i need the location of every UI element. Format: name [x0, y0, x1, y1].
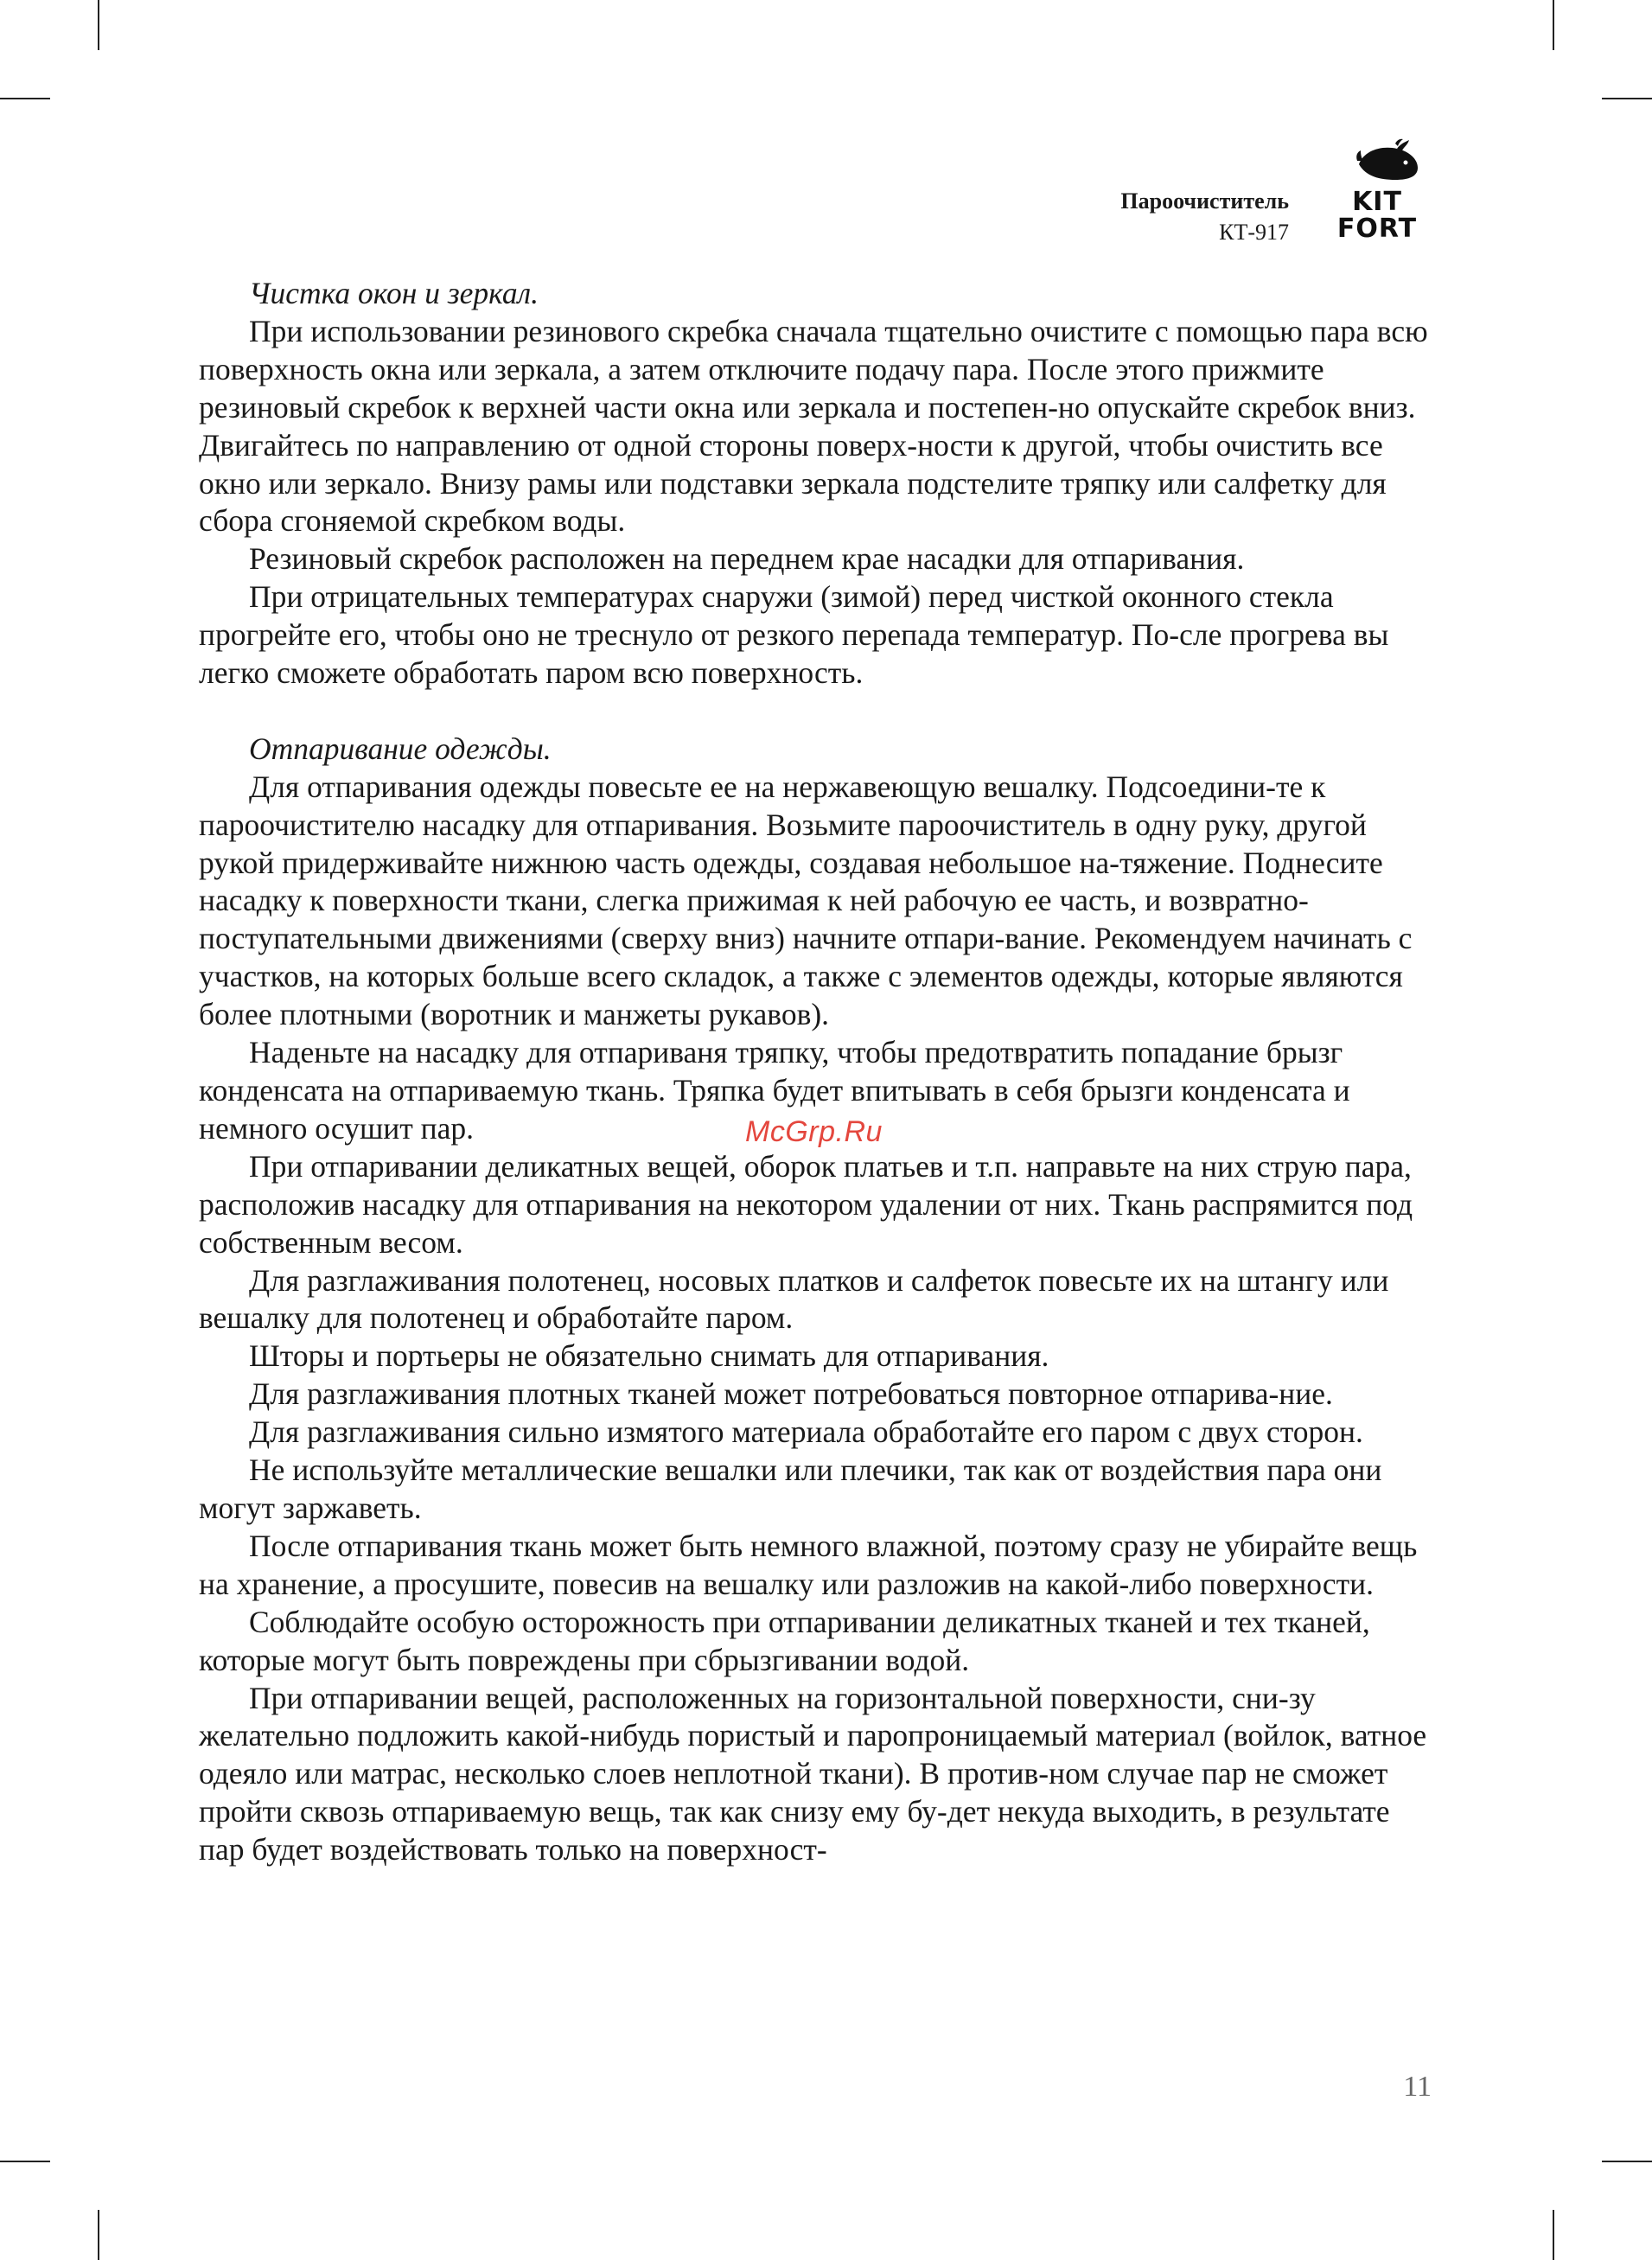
- header-text: [1120, 186, 1289, 248]
- page-body: [199, 275, 1435, 1869]
- paragraph: Для разглаживания плотных тканей может потребоваться повторное отпарива-ние.: [249, 1376, 1333, 1412]
- whale-icon: [1355, 138, 1425, 183]
- kitfort-logo: [1319, 138, 1432, 242]
- paragraph-gap: [199, 693, 1435, 731]
- logo-line-2: FORT: [1336, 214, 1418, 244]
- crop-mark: [1553, 0, 1554, 50]
- crop-mark: [98, 2210, 99, 2260]
- paragraph: Шторы и портьеры не обязательно снимать для отпаривания.: [249, 1338, 1049, 1374]
- crop-mark: [0, 2161, 50, 2162]
- watermark: McGrp.Ru: [745, 1115, 883, 1148]
- crop-mark: [0, 98, 50, 99]
- logo-line-1: KIT: [1352, 187, 1402, 217]
- paragraph: Не используйте металлические вешалки или плечики, так как от воздействия пара они могут заржаветь.: [199, 1452, 1382, 1525]
- model-number: КТ-917: [1219, 220, 1289, 245]
- crop-mark: [98, 0, 99, 50]
- paragraph: Для разглаживания полотенец, носовых платков и салфеток повесьте их на штангу или вешалку для полотенец и обработайте паром.: [199, 1262, 1389, 1336]
- crop-mark: [1602, 2161, 1652, 2162]
- product-name: Пароочиститель: [1120, 188, 1289, 214]
- logo-text: [1323, 188, 1432, 242]
- paragraph: После отпаривания ткань может быть немного влажной, поэтому сразу не убирайте вещь на хранение, а просушите, повесив на вешалку или разложив на какой-либо поверхности.: [199, 1528, 1418, 1601]
- paragraph: Наденьте на насадку для отпариваня тряпку, чтобы предотвратить попадание брызг конденсата на отпариваемую ткань. Тряпка будет впитывать в себя брызги конденсата и немного осушит пар.: [199, 1035, 1350, 1146]
- section-title: Отпаривание одежды.: [249, 731, 552, 766]
- paragraph: Для разглаживания сильно измятого материала обработайте его паром с двух сторон.: [249, 1414, 1363, 1450]
- crop-mark: [1602, 98, 1652, 99]
- paragraph: Соблюдайте особую осторожность при отпаривании деликатных тканей и тех тканей, которые могут быть повреждены при сбрызгивании водой.: [199, 1604, 1370, 1677]
- section-title: Чистка окон и зеркал.: [249, 276, 539, 310]
- paragraph: При отпаривании вещей, расположенных на горизонтальной поверхности, сни-зу желательно подложить какой-нибудь пористый и паропроницаемый материал (войлок, ватное одеяло или матрас, несколько слоев неплотной ткани). В против-ном случае пар не сможет пройти сквозь отпариваемую вещь, так как снизу ему бу-дет некуда выходить, в результате пар будет воздействовать только на поверхност-: [199, 1680, 1427, 1867]
- paragraph: Для отпаривания одежды повесьте ее на нержавеющую вешалку. Подсоедини-те к пароочистителю насадку для отпаривания. Возьмите пароочиститель в одну руку, другой рукой придерживайте нижнюю часть одежды, создавая небольшое на-тяжение. Поднесите насадку к поверхности ткани, слегка прижимая к ней рабочую ее часть, и возвратно-поступательными движениями (сверху вниз) начните отпари-вание. Рекомендуем начинать с участков, на которых больше всего складок, а также с элементов одежды, которые являются более плотными (воротник и манжеты рукавов).: [199, 769, 1413, 1032]
- paragraph: Резиновый скребок расположен на переднем крае насадки для отпаривания.: [249, 541, 1245, 577]
- paragraph: При использовании резинового скребка сначала тщательно очистите с помощью пара всю поверхность окна или зеркала, а затем отключите подачу пара. После этого прижмите резиновый скребок к верхней части окна или зеркала и постепен-но опускайте скребок вниз. Двигайтесь по направлению от одной стороны поверх-ности к другой, чтобы очистить все окно или зеркало. Внизу рамы или подставки зеркала подстелите тряпку или салфетку для сбора сгоняемой скребком воды.: [199, 313, 1428, 539]
- crop-mark: [1553, 2210, 1554, 2260]
- paragraph: При отрицательных температурах снаружи (зимой) перед чисткой оконного стекла прогрейте его, чтобы оно не треснуло от резкого перепада температур. По-сле прогрева вы легко сможете обработать паром всю поверхность.: [199, 579, 1389, 691]
- paragraph: При отпаривании деликатных вещей, оборок платьев и т.п. направьте на них струю пара, расположив насадку для отпаривания на некотором удалении от них. Ткань распрямится под собственным весом.: [199, 1148, 1413, 1260]
- page-number: 11: [1403, 2071, 1432, 2103]
